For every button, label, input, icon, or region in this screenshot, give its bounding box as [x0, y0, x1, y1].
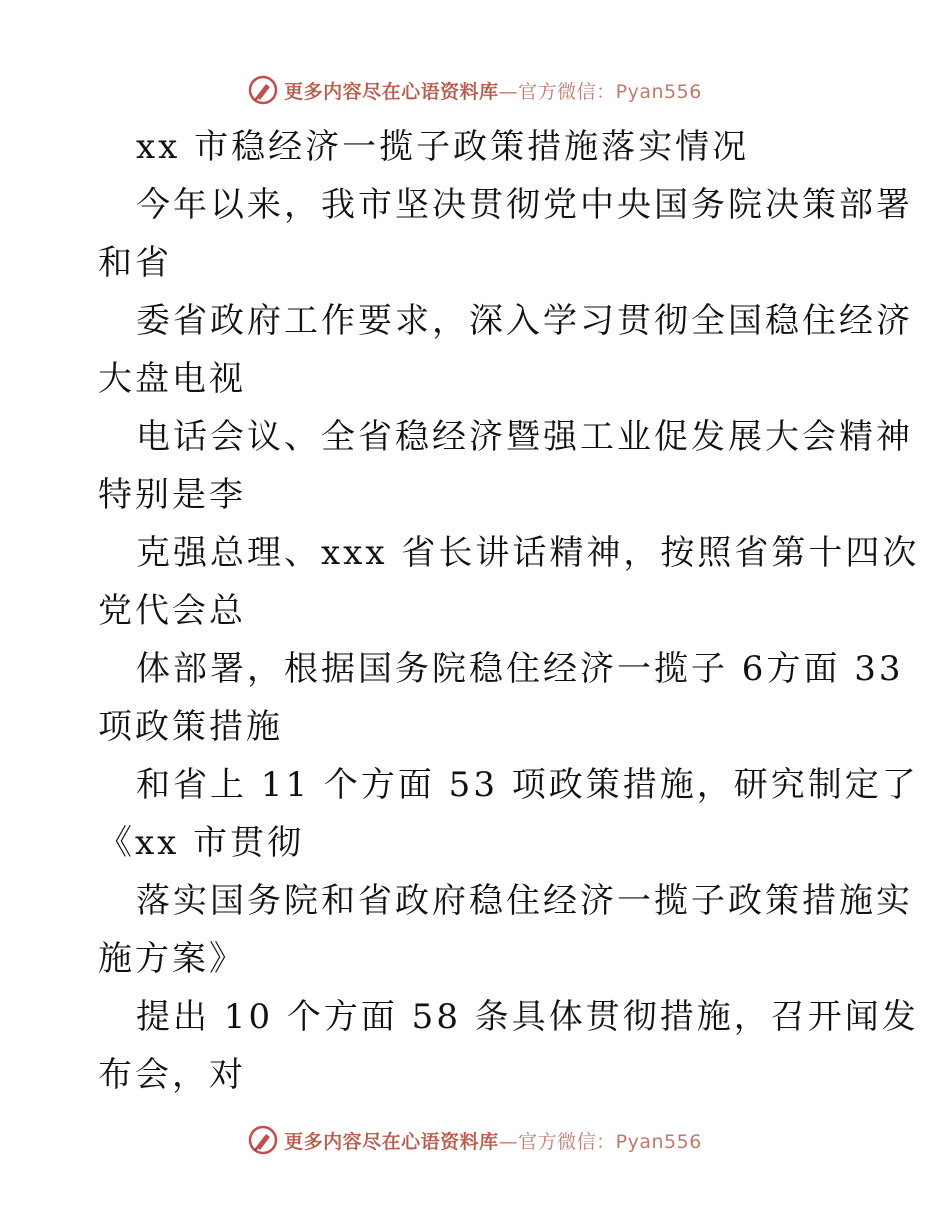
- paragraph-line: 布会，对: [98, 1055, 246, 1095]
- watermark-prefix: 更多内容尽在心语资料库: [284, 1130, 499, 1153]
- paragraph-line: 体部署，根据国务院稳住经济一揽子 6方面 33: [136, 649, 904, 689]
- paragraph-line: 今年以来，我市坚决贯彻党中央国务院决策部署: [136, 185, 913, 225]
- document-body: [98, 118, 920, 1104]
- paragraph-line: 特别是李: [98, 475, 246, 515]
- paragraph-line: 和省上 11 个方面 53 项政策措施，研究制定了: [136, 765, 919, 805]
- document-title: xx 市稳经济一揽子政策措施落实情况: [136, 127, 750, 167]
- paragraph-line: 电话会议、全省稳经济暨强工业促发展大会精神: [136, 417, 913, 457]
- watermark-prefix: 更多内容尽在心语资料库: [284, 80, 499, 103]
- watermark-suffix: —官方微信：Pyan556: [498, 1130, 702, 1153]
- footer-watermark: [0, 1120, 950, 1160]
- pen-logo-icon: [248, 1125, 278, 1155]
- paragraph-line: 施方案》: [98, 939, 246, 979]
- header-watermark: [0, 70, 950, 110]
- watermark-suffix: —官方微信：Pyan556: [498, 80, 702, 103]
- paragraph-line: 《xx 市贯彻: [98, 823, 305, 863]
- paragraph-line: 提出 10 个方面 58 条具体贯彻措施，召开闻发: [136, 997, 919, 1037]
- pen-logo-icon: [248, 75, 278, 105]
- paragraph-line: 党代会总: [98, 591, 246, 631]
- paragraph-line: 委省政府工作要求，深入学习贯彻全国稳住经济: [136, 301, 913, 341]
- paragraph-line: 克强总理、xxx 省长讲话精神，按照省第十四次: [136, 533, 920, 573]
- paragraph-line: 落实国务院和省政府稳住经济一揽子政策措施实: [136, 881, 913, 921]
- paragraph-line: 和省: [98, 243, 172, 283]
- paragraph-line: 大盘电视: [98, 359, 246, 399]
- paragraph-line: 项政策措施: [98, 707, 283, 747]
